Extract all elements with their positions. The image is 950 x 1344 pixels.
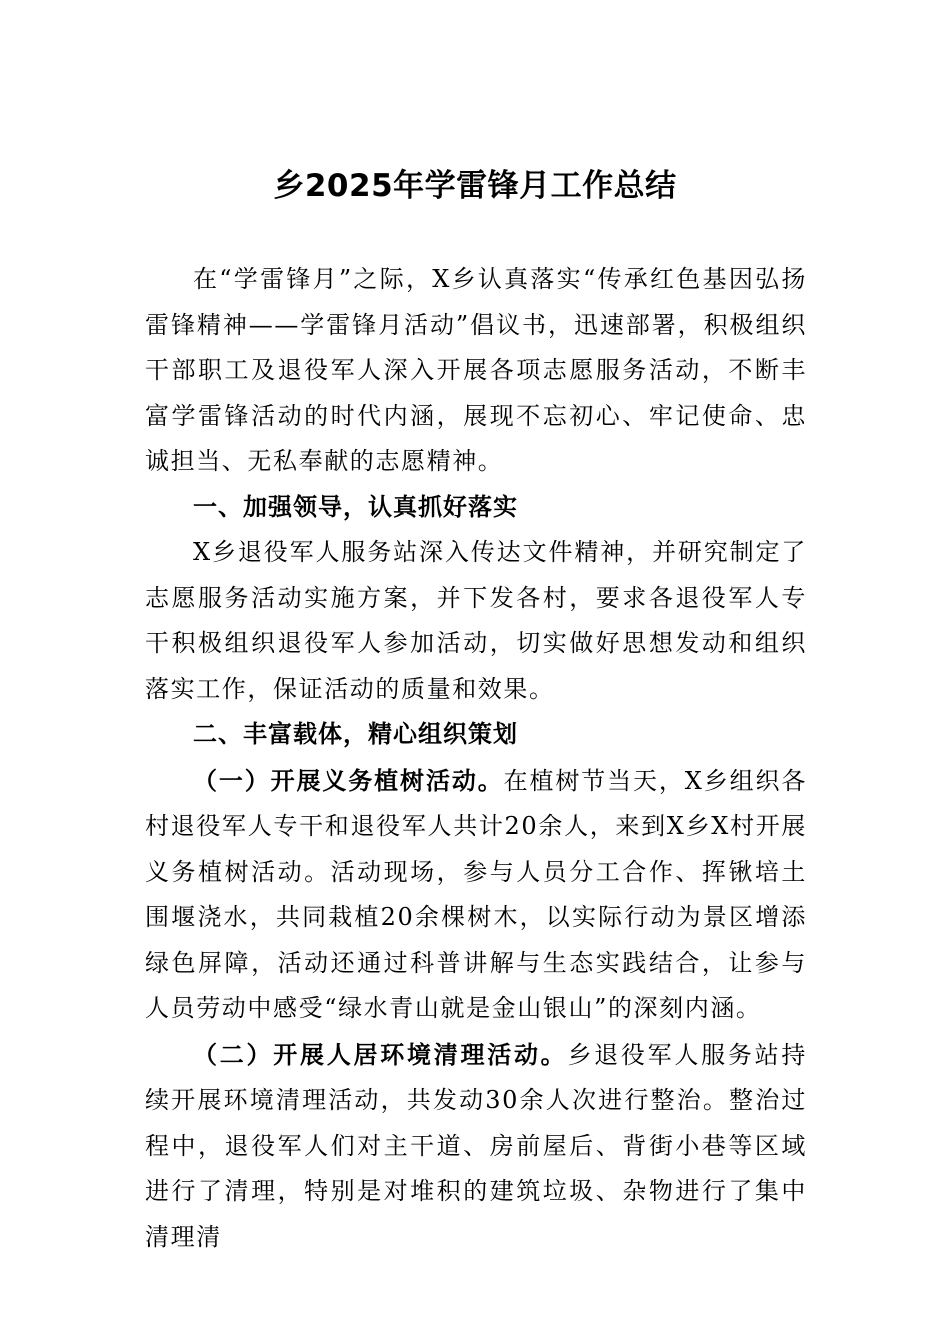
section-1-paragraph: X乡退役军人服务站深入传达文件精神，并研究制定了志愿服务活动实施方案，并下发各村，要求各退役军人专干积极组织退役军人参加活动，切实做好思想发动和组织落实工作，保证活动的质量和效果。 xyxy=(145,538,807,703)
section-2-item-1-paragraph xyxy=(145,758,807,1032)
section-2-item-1-lead: （一）开展义务植树活动。 xyxy=(193,765,504,795)
section-2-item-1-text: 在植树节当天，X乡组织各村退役军人专干和退役军人共计20余人，来到X乡X村开展义务植树活动。活动现场，参与人员分工合作、挥锹培土围堰浇水，共同栽植20余棵树木，以实际行动为景区增添绿色屏障，活动还通过科普讲解与生态实践结合，让参与人员劳动中感受“绿水青山就是金山银山”的深刻内涵。 xyxy=(145,766,807,1022)
section-2-item-2-lead: （二）开展人居环境清理活动。 xyxy=(193,1039,568,1069)
section-2-item-2-paragraph xyxy=(145,1032,807,1261)
section-2-item-2-text: 乡退役军人服务站持续开展环境清理活动，共发动30余人次进行整治。整治过程中，退役军人们对主干道、房前屋后、背街小巷等区域进行了清理，特别是对堆积的建筑垃圾、杂物进行了集中清理清 xyxy=(145,1040,807,1251)
intro-paragraph: 在“学雷锋月”之际，X乡认真落实“传承红色基因弘扬雷锋精神——学雷锋月活动”倡议书，迅速部署，积极组织干部职工及退役军人深入开展各项志愿服务活动，不断丰富学雷锋活动的时代内涵，展现不忘初心、牢记使命、忠诚担当、无私奉献的志愿精神。 xyxy=(145,265,807,475)
section-1-heading: 一、加强领导，认真抓好落实 xyxy=(193,492,518,521)
document-title: 乡2025年学雷锋月工作总结 xyxy=(273,168,677,204)
section-2-heading: 二、丰富载体，精心组织策划 xyxy=(193,720,518,748)
document-body xyxy=(145,257,807,1260)
